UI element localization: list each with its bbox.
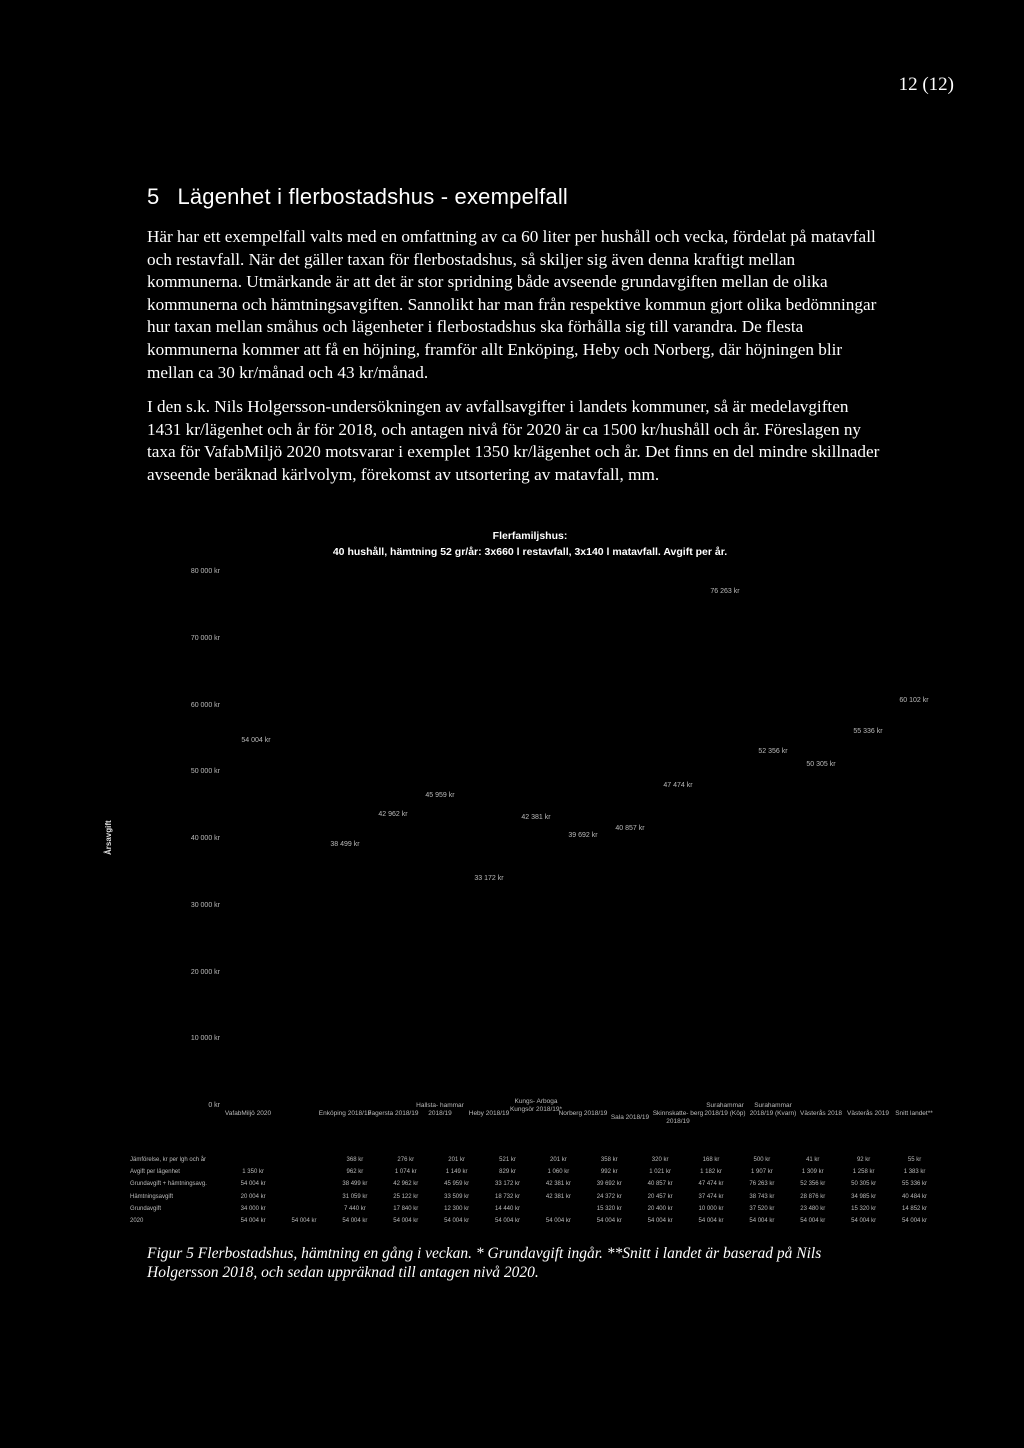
y-tick-label: 40 000 kr xyxy=(190,835,220,842)
value-label: 39 692 kr xyxy=(568,832,598,839)
table-cell: 54 004 kr xyxy=(698,1218,724,1225)
table-cell: 54 004 kr xyxy=(647,1218,673,1225)
y-tick-label: 10 000 kr xyxy=(190,1035,220,1043)
value-label: 52 356 kr xyxy=(758,748,788,755)
table-cell: 18 732 kr xyxy=(494,1193,521,1200)
category-label: Enköping 2018/19 xyxy=(318,1110,372,1117)
table-cell: 24 372 kr xyxy=(596,1193,622,1200)
table-cell: 20 457 kr xyxy=(647,1193,673,1200)
table-cell: 42 962 kr xyxy=(393,1181,419,1188)
table-row-label: Hämtningsavgift xyxy=(130,1193,174,1200)
table-cell: 168 kr xyxy=(702,1157,720,1164)
category-label: Sala 2018/19 xyxy=(610,1114,650,1121)
table-cell: 54 004 kr xyxy=(749,1218,775,1225)
table-cell: 92 kr xyxy=(856,1157,871,1164)
table-cell: 1 074 kr xyxy=(394,1169,417,1176)
y-tick-label: 80 000 kr xyxy=(190,568,220,575)
section-title: Lägenhet i flerbostadshus - exempelfall xyxy=(177,184,569,209)
y-tick-label: 50 000 kr xyxy=(190,768,220,776)
paragraph-nils-holgersson: I den s.k. Nils Holgersson-undersökningen av avfallsavgifter i landets kommuner, så är medelavgiften 1431 kr/lägenhet och år för 2018, och antagen nivå för 2020 är ca 1500 kr/hushåll och år. Föreslagen ny taxa för VafabMiljö 2020 motsvarar i exemplet 1350 kr/lägenhet och år. Det finns en del mindre skillnader avseende beräknad kärlvolym, förekomst av utsortering av matavfall, mm. xyxy=(147,397,880,484)
y-tick-label: 70 000 kr xyxy=(190,634,220,642)
value-label: 33 172 kr xyxy=(474,875,504,882)
page-number: 12 (12) xyxy=(898,74,954,95)
table-cell: 358 kr xyxy=(600,1157,618,1164)
category-label: Norberg 2018/19 xyxy=(558,1110,608,1117)
category-label: Västerås 2018 xyxy=(800,1110,842,1117)
fee-comparison-chart xyxy=(0,520,1024,1230)
table-cell xyxy=(279,1203,330,1215)
value-label: 47 474 kr xyxy=(663,782,693,789)
chart-title: Flerfamiljshus: xyxy=(492,530,568,542)
table-cell: 42 381 kr xyxy=(545,1193,571,1200)
table-cell: 500 kr xyxy=(753,1157,771,1164)
table-cell xyxy=(228,1154,279,1166)
table-cell: 25 122 kr xyxy=(393,1193,419,1200)
table-cell: 7 440 kr xyxy=(344,1205,366,1212)
table-row-label: Avgift per lägenhet xyxy=(130,1169,180,1176)
category-label: Västerås 2019 xyxy=(847,1110,889,1117)
table-cell: 20 400 kr xyxy=(647,1205,673,1212)
value-label: 55 336 kr xyxy=(853,728,883,735)
table-row xyxy=(130,1154,940,1166)
table-cell: 829 kr xyxy=(499,1169,516,1176)
table-cell: 33 172 kr xyxy=(494,1181,521,1188)
category-label: Snitt landet** xyxy=(895,1110,933,1117)
table-cell xyxy=(279,1166,330,1178)
y-tick-label: 30 000 kr xyxy=(190,901,220,909)
table-cell: 14 440 kr xyxy=(494,1205,521,1212)
category-label: Surahammar 2018/19 (Kvarn) xyxy=(749,1102,797,1117)
value-label: 60 102 kr xyxy=(899,697,929,704)
chart-title-block xyxy=(300,528,760,560)
table-cell: 1 309 kr xyxy=(801,1169,824,1176)
table-cell: 10 000 kr xyxy=(698,1205,724,1212)
table-cell: 1 021 kr xyxy=(649,1169,671,1176)
table-row xyxy=(130,1203,940,1215)
table-cell: 1 258 kr xyxy=(852,1169,875,1176)
data-table xyxy=(130,1154,940,1227)
table-cell: 201 kr xyxy=(550,1157,567,1164)
table-cell: 276 kr xyxy=(397,1157,415,1164)
table-cell: 54 004 kr xyxy=(291,1218,317,1225)
category-label: Surahammar 2018/19 (Köp) xyxy=(704,1102,746,1117)
table-cell: 1 060 kr xyxy=(547,1169,570,1176)
table-cell: 39 692 kr xyxy=(596,1181,622,1188)
table-cell: 47 474 kr xyxy=(698,1181,724,1188)
section-heading xyxy=(147,184,568,210)
table-cell: 76 263 kr xyxy=(749,1181,775,1188)
table-cell: 54 004 kr xyxy=(444,1218,470,1225)
table-cell: 50 305 kr xyxy=(851,1181,877,1188)
value-label: 42 381 kr xyxy=(521,814,551,821)
table-cell: 40 857 kr xyxy=(647,1181,673,1188)
value-label: 50 305 kr xyxy=(806,761,836,768)
table-cell: 1 350 kr xyxy=(242,1169,264,1176)
table-cell: 54 004 kr xyxy=(800,1218,826,1225)
table-cell: 45 959 kr xyxy=(444,1181,470,1188)
table-cell: 15 320 kr xyxy=(596,1205,622,1212)
table-cell: 54 004 kr xyxy=(596,1218,622,1225)
category-label: Hallsta- hammar 2018/19 xyxy=(416,1102,464,1117)
table-cell: 33 509 kr xyxy=(444,1193,470,1200)
paragraph-intro: Här har ett exempelfall valts med en omfattning av ca 60 liter per hushåll och vecka, fördelat på matavfall och restavfall. När det gäller taxan för flerbostadshus, så skiljer sig även denna kraftigt mellan kommunerna. Utmärkande är att det är stor spridning både avseende grundavgiften mellan de olika kommunerna och hämtningsavgiften. Sannolikt har man från respektive kommun gjort olika bedömningar hur taxan mellan småhus och lägenheter i flerbostadshus ska förhålla sig till varandra. De flesta kommunerna kommer att få en höjning, framför allt Enköping, Heby och Norberg, där höjningen blir mellan ca 30 kr/månad och 43 kr/månad. xyxy=(147,227,877,382)
table-cell: 37 474 kr xyxy=(698,1193,724,1200)
value-label: 54 004 kr xyxy=(241,737,271,744)
chart-subtitle: 40 hushåll, hämtning 52 gr/år: 3x660 l restavfall, 3x140 l matavfall. Avgift per år. xyxy=(332,546,728,558)
figure-caption: Figur 5 Flerbostadshus, hämtning en gång i veckan. * Grundavgift ingår. **Snitt i landet är baserad på Nils Holgersson 2018, och sedan uppräknad till antagen nivå 2020. xyxy=(147,1245,822,1281)
value-label: 40 857 kr xyxy=(615,825,645,832)
table-row xyxy=(130,1191,940,1203)
table-cell: 42 381 kr xyxy=(545,1181,571,1188)
table-cell: 15 320 kr xyxy=(851,1205,877,1212)
table-cell: 962 kr xyxy=(346,1169,364,1176)
section-number: 5 xyxy=(147,184,160,209)
table-row xyxy=(130,1166,940,1178)
table-row-label: 2020 xyxy=(130,1218,144,1225)
category-label: Kungs- Arboga Kungsör 2018/19* xyxy=(509,1098,563,1113)
value-label: 38 499 kr xyxy=(330,841,360,848)
category-label: Fagersta 2018/19 xyxy=(367,1110,419,1117)
category-label: Skinnskatte- berg 2018/19 xyxy=(652,1110,704,1125)
table-cell: 23 480 kr xyxy=(800,1205,826,1212)
table-cell: 54 004 kr xyxy=(494,1218,521,1225)
table-cell xyxy=(279,1191,330,1203)
table-cell: 54 004 kr xyxy=(240,1181,266,1188)
value-label: 45 959 kr xyxy=(425,792,455,799)
table-cell: 34 985 kr xyxy=(851,1193,877,1200)
table-cell xyxy=(533,1203,584,1215)
table-cell: 14 852 kr xyxy=(902,1205,928,1212)
table-row-label: Grundavgift + hämtningsavg. xyxy=(130,1181,207,1188)
table-cell: 368 kr xyxy=(346,1157,364,1164)
y-tick-label: 60 000 kr xyxy=(190,701,220,709)
table-row xyxy=(130,1215,940,1227)
table-cell: 54 004 kr xyxy=(342,1218,368,1225)
table-cell: 1 182 kr xyxy=(700,1169,722,1176)
table-cell: 31 059 kr xyxy=(342,1193,368,1200)
table-row-label: Jämförelse, kr per lgh och år xyxy=(130,1157,207,1164)
table-cell: 37 520 kr xyxy=(749,1205,775,1212)
table-cell: 54 004 kr xyxy=(902,1218,928,1225)
table-cell: 38 743 kr xyxy=(749,1193,775,1200)
y-tick-label: 20 000 kr xyxy=(190,968,220,976)
table-cell: 201 kr xyxy=(448,1157,465,1164)
table-cell: 54 004 kr xyxy=(851,1218,877,1225)
table-cell: 52 356 kr xyxy=(800,1181,826,1188)
table-cell xyxy=(279,1154,330,1166)
table-cell: 54 004 kr xyxy=(545,1218,571,1225)
table-cell: 55 kr xyxy=(907,1157,922,1164)
table-cell: 320 kr xyxy=(651,1157,669,1164)
table-cell: 41 kr xyxy=(806,1157,820,1164)
table-cell: 28 876 kr xyxy=(800,1193,826,1200)
y-tick-label: 0 kr xyxy=(208,1102,220,1109)
table-cell xyxy=(279,1178,330,1190)
table-cell: 12 300 kr xyxy=(444,1205,470,1212)
table-cell: 1 383 kr xyxy=(903,1169,926,1176)
table-cell: 992 kr xyxy=(600,1169,618,1176)
category-label: Heby 2018/19 xyxy=(468,1110,510,1117)
table-cell: 40 484 kr xyxy=(902,1193,928,1200)
category-label: VafabMiljö 2020 xyxy=(224,1110,272,1117)
table-cell: 34 000 kr xyxy=(240,1205,266,1212)
table-cell: 38 499 kr xyxy=(342,1181,368,1188)
table-cell: 54 004 kr xyxy=(393,1218,419,1225)
value-label: 42 962 kr xyxy=(378,811,408,818)
table-cell: 17 840 kr xyxy=(393,1205,419,1212)
table-cell: 521 kr xyxy=(499,1157,516,1164)
table-cell: 20 004 kr xyxy=(240,1193,266,1200)
table-cell: 1 149 kr xyxy=(445,1169,468,1176)
table-row-label: Grundavgift xyxy=(130,1205,162,1212)
y-axis-label: Årsavgift xyxy=(104,820,113,855)
table-cell: 1 907 kr xyxy=(751,1169,773,1176)
table-cell: 54 004 kr xyxy=(240,1218,266,1225)
table-row xyxy=(130,1178,940,1190)
value-label: 76 263 kr xyxy=(710,588,740,595)
table-cell: 55 336 kr xyxy=(902,1181,928,1188)
